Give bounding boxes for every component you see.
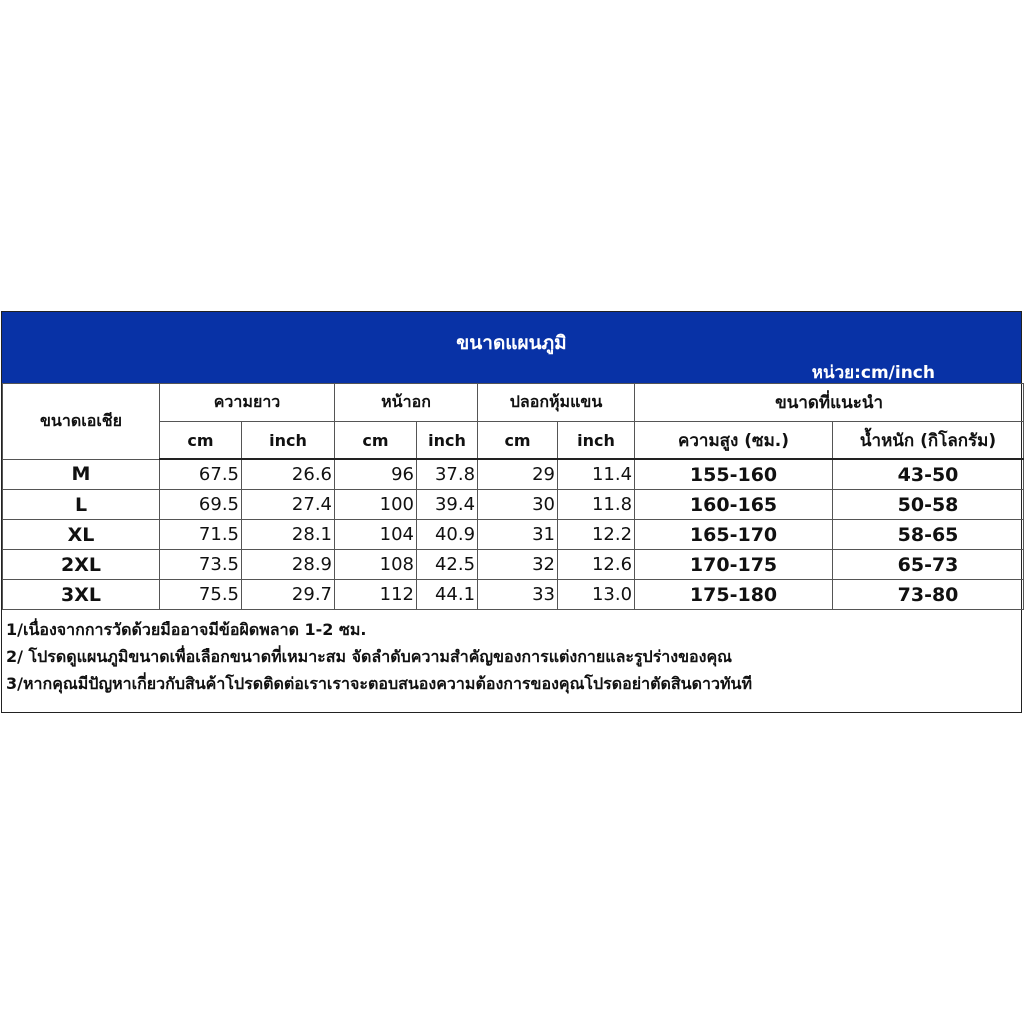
chest-cm-cell: 96 [335,459,417,490]
header-weight: น้ำหนัก (กิโลกรัม) [833,422,1024,460]
unit-label: หน่วย:cm/inch [811,363,935,383]
weight-cell: 50-58 [833,490,1024,520]
size-cell: L [3,490,160,520]
chart-title: ขนาดแผนภูมิ [456,332,567,354]
header-chest-inch: inch [417,422,478,460]
header-chest: หน้าอก [335,384,478,422]
header-length-cm: cm [160,422,242,460]
table-row [3,550,1024,580]
weight-cell: 73-80 [833,580,1024,610]
header-height: ความสูง (ซม.) [635,422,833,460]
header-length-inch: inch [242,422,335,460]
sleeve-inch-cell: 12.6 [558,550,635,580]
size-cell: 3XL [3,580,160,610]
weight-cell: 65-73 [833,550,1024,580]
sleeve-cm-cell: 29 [478,459,558,490]
chest-cm-cell: 100 [335,490,417,520]
size-table [2,383,1024,610]
table-row [3,520,1024,550]
header-row-1 [3,384,1024,422]
length-inch-cell: 29.7 [242,580,335,610]
chest-inch-cell: 42.5 [417,550,478,580]
length-inch-cell: 26.6 [242,459,335,490]
header-asian-size: ขนาดเอเชีย [3,384,160,460]
table-row [3,459,1024,490]
sleeve-inch-cell: 11.4 [558,459,635,490]
chest-inch-cell: 37.8 [417,459,478,490]
size-cell: 2XL [3,550,160,580]
chest-cm-cell: 108 [335,550,417,580]
sleeve-inch-cell: 13.0 [558,580,635,610]
header-sleeve-inch: inch [558,422,635,460]
header-sleeve-cm: cm [478,422,558,460]
sleeve-cm-cell: 32 [478,550,558,580]
size-cell: XL [3,520,160,550]
height-cell: 165-170 [635,520,833,550]
header-length: ความยาว [160,384,335,422]
note-line: 2/ โปรดดูแผนภูมิขนาดเพื่อเลือกขนาดที่เหมาะสม จัดลำดับความสำคัญของการแต่งกายและรูปร่างของคุณ [6,647,733,666]
height-cell: 160-165 [635,490,833,520]
length-inch-cell: 27.4 [242,490,335,520]
length-cm-cell: 69.5 [160,490,242,520]
chest-inch-cell: 39.4 [417,490,478,520]
sleeve-inch-cell: 11.8 [558,490,635,520]
chest-inch-cell: 40.9 [417,520,478,550]
chest-inch-cell: 44.1 [417,580,478,610]
note-line: 3/หากคุณมีปัญหาเกี่ยวกับสินค้าโปรดติดต่อเราเราจะตอบสนองความต้องการของคุณโปรดอย่าตัดสินดาวทันที [6,674,752,693]
weight-cell: 58-65 [833,520,1024,550]
chest-cm-cell: 104 [335,520,417,550]
sleeve-cm-cell: 33 [478,580,558,610]
header-recommended: ขนาดที่แนะนำ [635,384,1024,422]
table-row [3,490,1024,520]
height-cell: 170-175 [635,550,833,580]
sleeve-cm-cell: 30 [478,490,558,520]
size-chart [1,311,1022,713]
length-cm-cell: 75.5 [160,580,242,610]
title-banner [2,312,1021,383]
length-cm-cell: 67.5 [160,459,242,490]
length-cm-cell: 73.5 [160,550,242,580]
header-sleeve: ปลอกหุ้มแขน [478,384,635,422]
header-chest-cm: cm [335,422,417,460]
notes-section [2,616,1021,697]
length-cm-cell: 71.5 [160,520,242,550]
sleeve-inch-cell: 12.2 [558,520,635,550]
height-cell: 155-160 [635,459,833,490]
length-inch-cell: 28.9 [242,550,335,580]
note-line: 1/เนื่องจากการวัดด้วยมืออาจมีข้อผิดพลาด 1-2 ซม. [6,620,367,639]
size-cell: M [3,459,160,490]
height-cell: 175-180 [635,580,833,610]
length-inch-cell: 28.1 [242,520,335,550]
table-row [3,580,1024,610]
chest-cm-cell: 112 [335,580,417,610]
sleeve-cm-cell: 31 [478,520,558,550]
weight-cell: 43-50 [833,459,1024,490]
